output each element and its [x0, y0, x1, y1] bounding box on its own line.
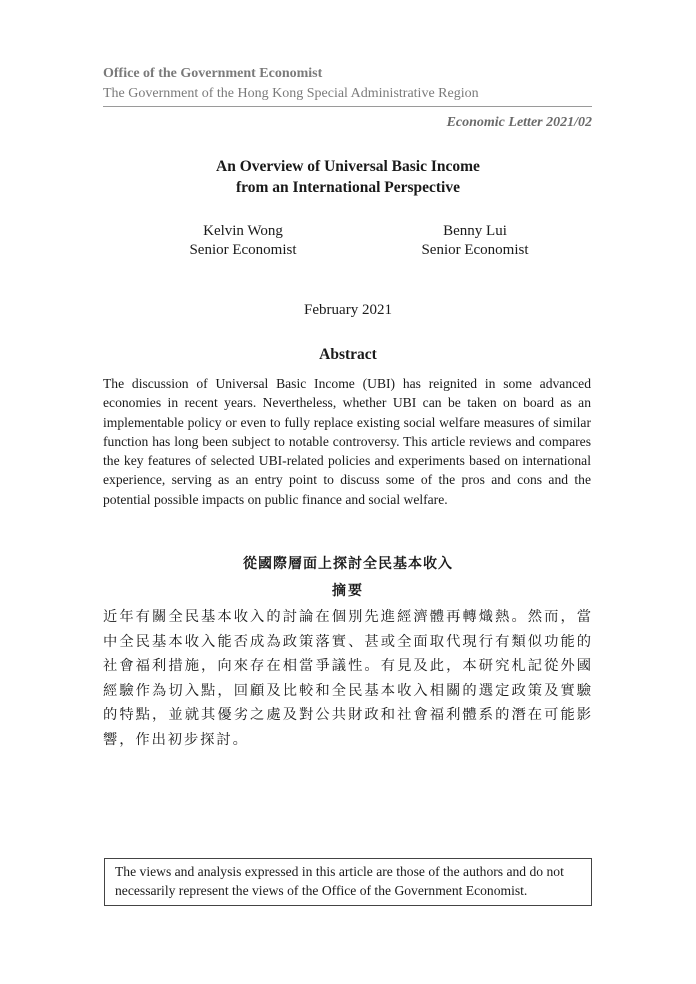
author-name: Kelvin Wong	[203, 223, 283, 239]
chinese-abstract-body: 近年有關全民基本收入的討論在個別先進經濟體再轉熾熱。然而，當中全民基本收入能否成為政策落實、甚或全面取代現行有類似功能的社會福利措施，向來存在相當爭議性。有見及此，本研究札記從外國經驗作為切入點，回顧及比較和全民基本收入相關的選定政策及實驗的特點，並就其優劣之處及對公共財政和社會福利體系的潛在可能影響，作出初步探討。	[103, 609, 593, 748]
publication-date: February 2021	[304, 302, 392, 318]
document-title	[0, 156, 696, 198]
header-divider	[103, 106, 592, 107]
chinese-title: 從國際層面上探討全民基本收入	[243, 556, 453, 572]
author-2	[395, 222, 555, 260]
government-name: The Government of the Hong Kong Special Administrative Region	[103, 86, 479, 101]
letter-number: Economic Letter 2021/02	[446, 115, 592, 130]
author-1	[163, 222, 323, 260]
abstract-body: The discussion of Universal Basic Income (UBI) has reignited in some advanced economies in recent years. Nevertheless, whether UBI can be taken on board as an implementable policy or even to fully replace existing social welfare measures of similar function has long been subject to notable controversy. This article reviews and compares the key features of selected UBI-related policies and experiments based on international experience, serving as an entry point to discuss some of the pros and cons and the potential possible impacts on public finance and social welfare.	[103, 376, 591, 507]
author-role: Senior Economist	[189, 242, 297, 258]
title-line-2: from an International Perspective	[236, 179, 460, 196]
organization-name: Office of the Government Economist	[103, 66, 323, 81]
chinese-abstract-heading: 摘要	[332, 583, 364, 599]
disclaimer-box: The views and analysis expressed in this article are those of the authors and do not necessarily represent the views of the Office of the Government Economist.	[104, 858, 592, 906]
abstract-heading: Abstract	[319, 346, 377, 363]
title-line-1: An Overview of Universal Basic Income	[216, 158, 480, 175]
author-name: Benny Lui	[443, 223, 507, 239]
author-role: Senior Economist	[421, 242, 529, 258]
